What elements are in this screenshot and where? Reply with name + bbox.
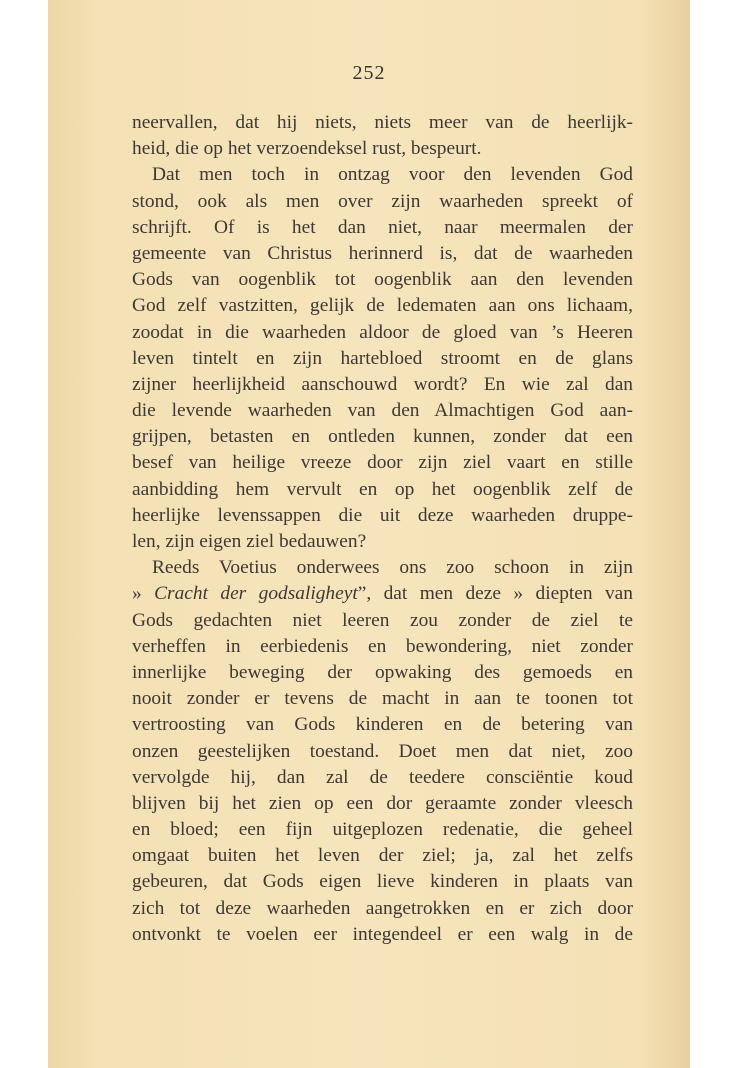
text-line: gebeuren, dat Gods eigen lieve kinderen in plaats van xyxy=(132,871,633,893)
open-quote: » xyxy=(132,583,155,605)
text-line: onzen geestelijken toestand. Doet men dat niet, zoo xyxy=(132,740,633,762)
line-continuation: ”, dat men deze » diepten van xyxy=(357,583,633,605)
text-line: die levende waarheden van den Almachtigen God aan- xyxy=(132,400,633,422)
text-line: Dat men toch in ontzag voor den levenden God xyxy=(152,164,633,186)
body-text xyxy=(132,110,633,948)
text-line: heerlijke levenssappen die uit deze waarheden druppe- xyxy=(132,504,633,526)
text-line: verheffen in eerbiedenis en bewondering, niet zonder xyxy=(132,635,633,657)
text-line: Gods gedachten niet leeren zou zonder de ziel te xyxy=(132,609,633,631)
text-line: Reeds Voetius onderwees ons zoo schoon in zijn xyxy=(152,557,633,579)
text-line: Gods van oogenblik tot oogenblik aan den levenden xyxy=(132,269,633,291)
text-line: neervallen, dat hij niets, niets meer van de heerlijk- xyxy=(132,112,633,133)
text-line: len, zijn eigen ziel bedauwen? xyxy=(132,531,367,552)
text-line: heid, die op het verzoendeksel rust, bespeurt. xyxy=(132,138,482,160)
text-line: vertroosting van Gods kinderen en de betering van xyxy=(132,714,633,736)
text-line: zich tot deze waarheden aangetrokken en er zich door xyxy=(132,897,633,919)
text-line: aanbidding hem vervult en op het oogenblik zelf de xyxy=(132,478,633,500)
text-line: blijven bij het zien op een dor geraamte zonder vleesch xyxy=(132,792,633,814)
text-line: God zelf vastzitten, gelijk de ledematen aan ons lichaam, xyxy=(132,295,633,317)
text-line: ontvonkt te voelen eer integendeel er een walg in de xyxy=(132,923,633,945)
text-line: nooit zonder er tevens de macht in aan te toonen tot xyxy=(132,688,633,710)
text-line: innerlijke beweging der opwaking des gemoeds en xyxy=(132,661,633,683)
text-line: grijpen, betasten en ontleden kunnen, zonder dat een xyxy=(132,426,633,448)
text-line: schrijft. Of is het dan niet, naar meermalen der xyxy=(132,216,633,238)
book-title-italic: Cracht der godsaligheyt xyxy=(154,583,358,605)
page-number: 252 xyxy=(352,62,386,84)
text-line: gemeente van Christus herinnerd is, dat de waarheden xyxy=(132,242,633,264)
text-line: omgaat buiten het leven der ziel; ja, zal het zelfs xyxy=(132,845,633,867)
text-line: besef van heilige vreeze door zijn ziel vaart en stille xyxy=(132,452,633,474)
text-line: leven tintelt en zijn hartebloed stroomt en de glans xyxy=(132,347,633,369)
text-line: zijner heerlijkheid aanschouwd wordt? En wie zal dan xyxy=(132,373,633,395)
text-line: stond, ook als men over zijn waarheden spreekt of xyxy=(132,190,633,212)
text-line-with-title xyxy=(132,581,633,607)
book-page xyxy=(48,0,690,1068)
text-line: zoodat in die waarheden aldoor de gloed van ’s Heeren xyxy=(132,321,633,343)
text-line: vervolgde hij, dan zal de teedere consciëntie koud xyxy=(132,766,633,788)
text-line: en bloed; een fijn uitgeplozen redenatie, die geheel xyxy=(132,819,633,841)
